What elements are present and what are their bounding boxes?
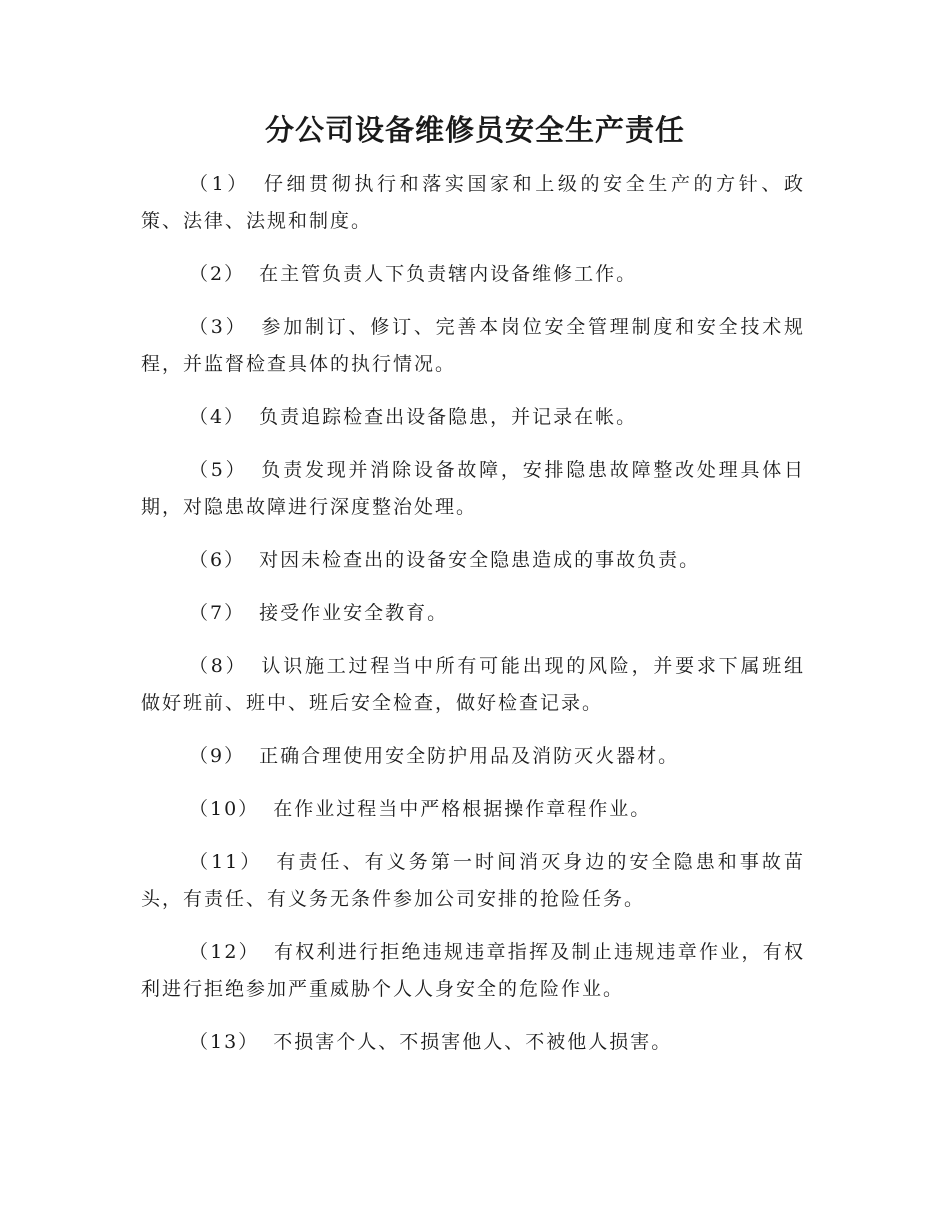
list-item xyxy=(141,452,805,526)
list-item xyxy=(141,934,805,1008)
item-text: 参加制订、修订、完善本岗位安全管理制度和安全技术规程，并监督检查具体的执行情况。 xyxy=(141,316,805,375)
item-text: 认识施工过程当中所有可能出现的风险，并要求下属班组做好班前、班中、班后安全检查，做好检查记录。 xyxy=(141,655,805,714)
page-title: 分公司设备维修员安全生产责任 xyxy=(264,113,685,147)
item-number: （5） xyxy=(189,459,248,481)
list-item xyxy=(141,256,805,293)
item-number: （8） xyxy=(189,655,248,677)
list-item xyxy=(141,1024,805,1061)
item-text: 负责发现并消除设备故障，安排隐患故障整改处理具体日期，对隐患故障进行深度整治处理。 xyxy=(141,459,805,518)
item-text: 对因未检查出的设备安全隐患造成的事故负责。 xyxy=(259,549,701,571)
list-item xyxy=(141,648,805,722)
list-item xyxy=(141,738,805,775)
list-item xyxy=(141,595,805,632)
document-body xyxy=(141,166,805,1077)
item-text: 有权利进行拒绝违规违章指挥及制止违规违章作业，有权利进行拒绝参加严重威胁个人人身安全的危险作业。 xyxy=(141,941,805,1000)
list-item xyxy=(141,542,805,579)
item-text: 有责任、有义务第一时间消灭身边的安全隐患和事故苗头，有责任、有义务无条件参加公司安排的抢险任务。 xyxy=(141,851,805,910)
list-item xyxy=(141,844,805,918)
item-text: 仔细贯彻执行和落实国家和上级的安全生产的方针、政策、法律、法规和制度。 xyxy=(141,173,805,232)
item-text: 接受作业安全教育。 xyxy=(259,602,449,624)
item-number: （4） xyxy=(189,406,246,428)
item-text: 正确合理使用安全防护用品及消防灭火器材。 xyxy=(259,745,680,767)
item-text: 在作业过程当中严格根据操作章程作业。 xyxy=(273,798,652,820)
item-number: （9） xyxy=(189,745,246,767)
list-item xyxy=(141,399,805,436)
item-number: （12） xyxy=(189,941,260,963)
item-number: （3） xyxy=(189,316,248,338)
list-item xyxy=(141,791,805,828)
item-number: （13） xyxy=(189,1031,260,1053)
item-number: （11） xyxy=(189,851,263,873)
list-item xyxy=(141,166,805,240)
item-number: （7） xyxy=(189,602,246,624)
item-text: 负责追踪检查出设备隐患，并记录在帐。 xyxy=(259,406,638,428)
item-number: （10） xyxy=(189,798,260,820)
list-item xyxy=(141,309,805,383)
item-text: 不损害个人、不损害他人、不被他人损害。 xyxy=(273,1031,673,1053)
item-text: 在主管负责人下负责辖内设备维修工作。 xyxy=(259,263,638,285)
item-number: （2） xyxy=(189,263,246,285)
item-number: （1） xyxy=(189,173,250,195)
item-number: （6） xyxy=(189,549,246,571)
